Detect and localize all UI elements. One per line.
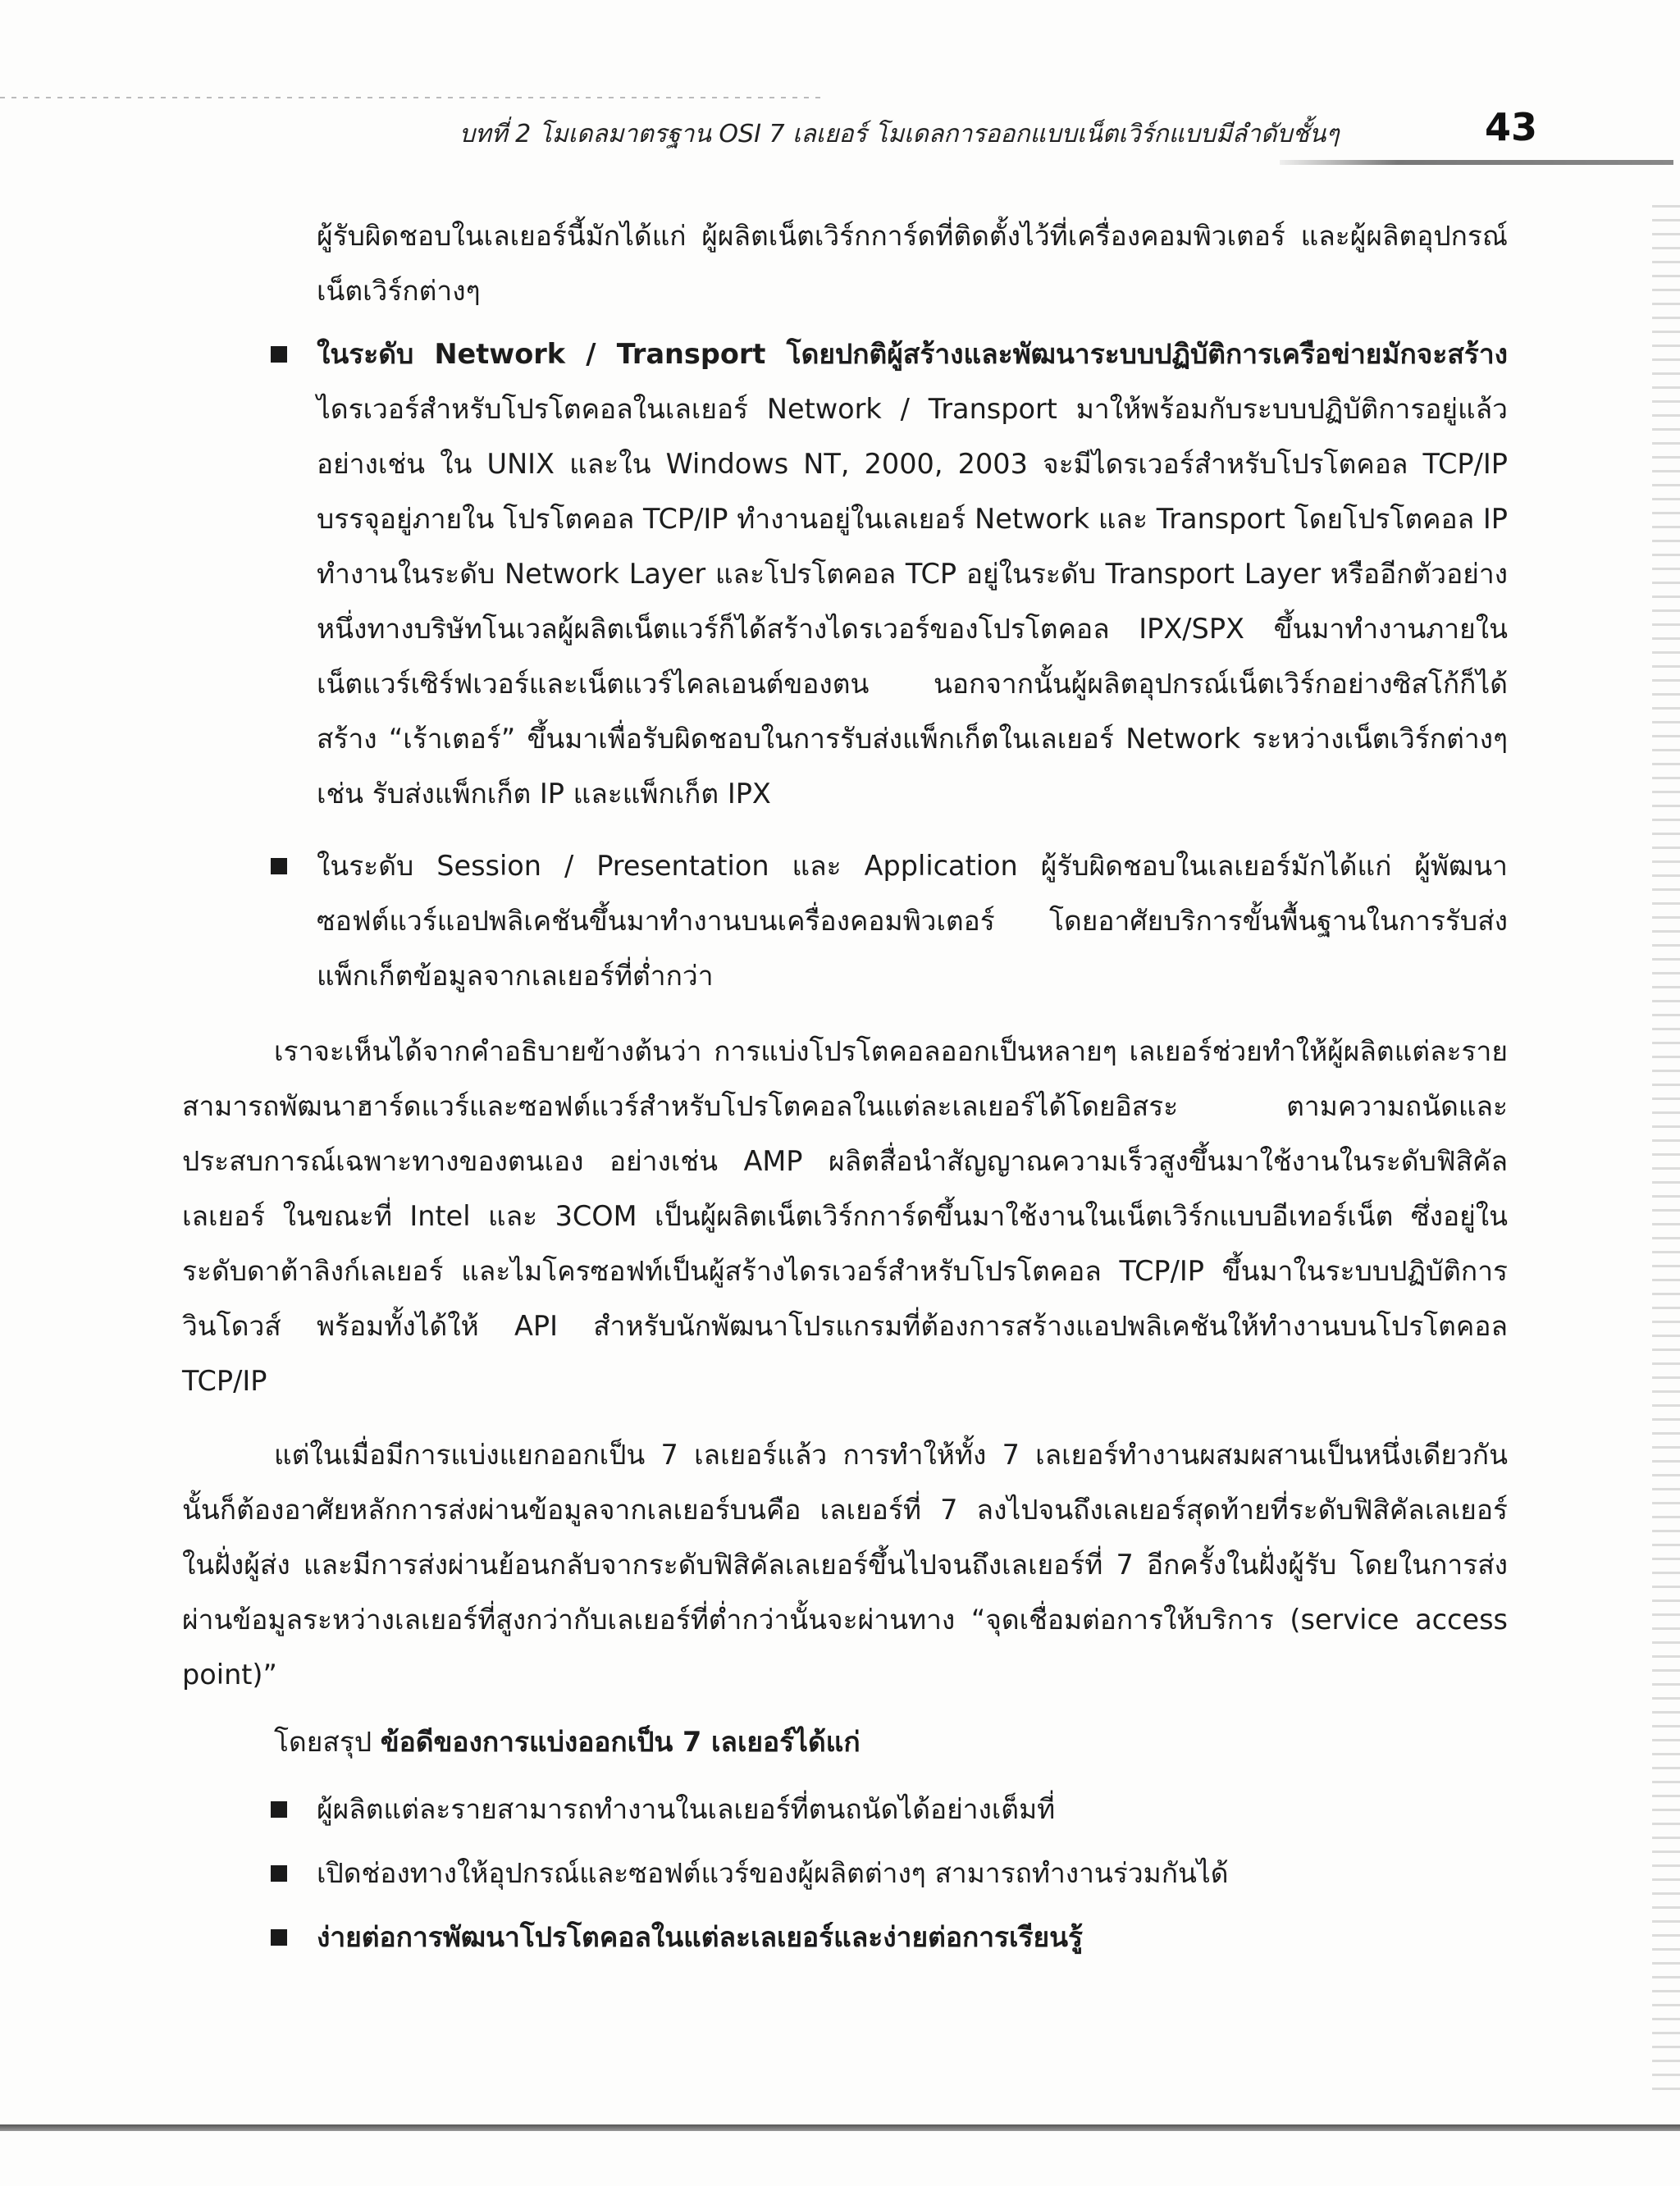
scan-artifact-edge [1652, 205, 1680, 2092]
bullet-text: ในระดับ Session / Presentation และ Application ผู้รับผิดชอบในเลเยอร์มักได้แก่ ผู้พัฒนาซอฟต์แวร์แอปพลิเคชันขึ้นมาทำงานบนเครื่องคอมพิวเตอร์ โดยอาศัยบริการขั้นพื้นฐานในการรับส่งแพ็กเก็ตข้อมูลจากเลเยอร์ที่ต่ำกว่า [317, 850, 1508, 992]
summary-item-text: ง่ายต่อการพัฒนาโปรโตคอลในแต่ละเลเยอร์และง่ายต่อการเรียนรู้ [317, 1921, 1084, 1953]
header-rule [1280, 160, 1673, 165]
bullet-square-icon [271, 1801, 287, 1818]
bullet-body: ไดรเวอร์สำหรับโปรโตคอลในเลเยอร์ Network / Transport มาให้พร้อมกับระบบปฏิบัติการอยู่แล้ว อย่างเช่น ใน UNIX และใน Windows NT, 2000, 2003 จะมีไดรเวอร์สำหรับโปรโตคอล TCP/IP บรรจุอยู่ภายใน โปรโตคอล TCP/IP ทำงานอยู่ในเลเยอร์ Network และ Transport โดยโปรโตคอล IP ทำงานในระดับ Network Layer และโปรโตคอล TCP อยู่ในระดับ Transport Layer หรืออีกตัวอย่างหนึ่งทางบริษัทโนเวลผู้ผลิตเน็ตแวร์ก็ได้สร้างไดรเวอร์ของโปรโตคอล IPX/SPX ขึ้นมาทำงานภายในเน็ตแวร์เซิร์ฟเวอร์และเน็ตแวร์ไคลเอนต์ของตน นอกจากนั้นผู้ผลิตอุปกรณ์เน็ตเวิร์กอย่างซิสโก้ก็ได้สร้าง “เร้าเตอร์” ขึ้นมาเพื่อรับผิดชอบในการรับส่งแพ็กเก็ตในเลเยอร์ Network ระหว่างเน็ตเวิร์กต่างๆ เช่น รับส่งแพ็กเก็ต IP และแพ็กเก็ต IPX [317, 393, 1508, 810]
bullet-square-icon [271, 1929, 287, 1946]
bullet-square-icon [271, 346, 287, 363]
bullet-text [317, 326, 1508, 821]
paragraph-advantages-explanation: เราจะเห็นได้จากคำอธิบายข้างต้นว่า การแบ่งโปรโตคอลออกเป็นหลายๆ เลเยอร์ช่วยทำให้ผู้ผลิตแต่ละรายสามารถพัฒนาฮาร์ดแวร์และซอฟต์แวร์สำหรับโปรโตคอลในแต่ละเลเยอร์ได้โดยอิสระ ตามความถนัดและประสบการณ์เฉพาะทางของตนเอง อย่างเช่น AMP ผลิตสื่อนำสัญญาณความเร็วสูงขึ้นมาใช้งานในระดับฟิสิคัลเลเยอร์ ในขณะที่ Intel และ 3COM เป็นผู้ผลิตเน็ตเวิร์กการ์ดขึ้นมาใช้งานในเน็ตเวิร์กแบบอีเทอร์เน็ต ซึ่งอยู่ในระดับดาต้าลิงก์เลเยอร์ และไมโครซอฟท์เป็นผู้สร้างไดรเวอร์สำหรับโปรโตคอล TCP/IP ขึ้นมาในระบบปฏิบัติการวินโดวส์ พร้อมทั้งได้ให้ API สำหรับนักพัฒนาโปรแกรมที่ต้องการสร้างแอปพลิเคชันให้ทำงานบนโปรโตคอล TCP/IP [182, 1035, 1508, 1397]
bullet-square-icon [271, 1865, 287, 1882]
summary-item-text: ผู้ผลิตแต่ละรายสามารถทำงานในเลเยอร์ที่ตนถนัดได้อย่างเต็มที่ [317, 1793, 1056, 1825]
intro-continuation: ผู้รับผิดชอบในเลเยอร์นี้มักได้แก่ ผู้ผลิตเน็ตเวิร์กการ์ดที่ติดตั้งไว้ที่เครื่องคอมพิวเตอร์ และผู้ผลิตอุปกรณ์เน็ตเวิร์กต่างๆ [317, 220, 1508, 307]
bullet-square-icon [271, 858, 287, 874]
summary-item-text: เปิดช่องทางให้อุปกรณ์และซอฟต์แวร์ของผู้ผลิตต่างๆ สามารถทำงานร่วมกันได้ [317, 1857, 1229, 1889]
paragraph-layer-passing: แต่ในเมื่อมีการแบ่งแยกออกเป็น 7 เลเยอร์แล้ว การทำให้ทั้ง 7 เลเยอร์ทำงานผสมผสานเป็นหนึ่งเดียวกันนั้นก็ต้องอาศัยหลักการส่งผ่านข้อมูลจากเลเยอร์บนคือ เลเยอร์ที่ 7 ลงไปจนถึงเลเยอร์สุดท้ายที่ระดับฟิสิคัลเลเยอร์ในฝั่งผู้ส่ง และมีการส่งผ่านย้อนกลับจากระดับฟิสิคัลเลเยอร์ขึ้นไปจนถึงเลเยอร์ที่ 7 อีกครั้งในฝั่งผู้รับ โดยในการส่งผ่านข้อมูลระหว่างเลเยอร์ที่สูงกว่ากับเลเยอร์ที่ต่ำกว่านั้นจะผ่านทาง “จุดเชื่อมต่อการให้บริการ (service access point)” [182, 1439, 1508, 1691]
bullet-network-transport [271, 326, 1508, 819]
summary-item [271, 1846, 1508, 1901]
summary-bold: ข้อดีของการแบ่งออกเป็น 7 เลเยอร์ได้แก่ [380, 1726, 861, 1758]
summary-heading [274, 1714, 1422, 1769]
footer-rule [0, 2124, 1680, 2131]
page-number: 43 [1485, 105, 1538, 149]
bullet-lead: ในระดับ Network / Transport โดยปกติผู้สร้างและพัฒนาระบบปฏิบัติการเครือข่ายมักจะสร้าง [317, 338, 1508, 370]
summary-item [271, 1782, 1508, 1837]
summary-prefix: โดยสรุป [274, 1726, 381, 1758]
scan-artifact-top [0, 97, 820, 98]
bullet-session-application [271, 838, 1508, 1011]
summary-item [271, 1910, 1508, 1965]
running-header: บทที่ 2 โมเดลมาตรฐาน OSI 7 เลเยอร์ โมเดลการออกแบบเน็ตเวิร์กแบบมีลำดับชั้นๆ [459, 120, 1340, 148]
